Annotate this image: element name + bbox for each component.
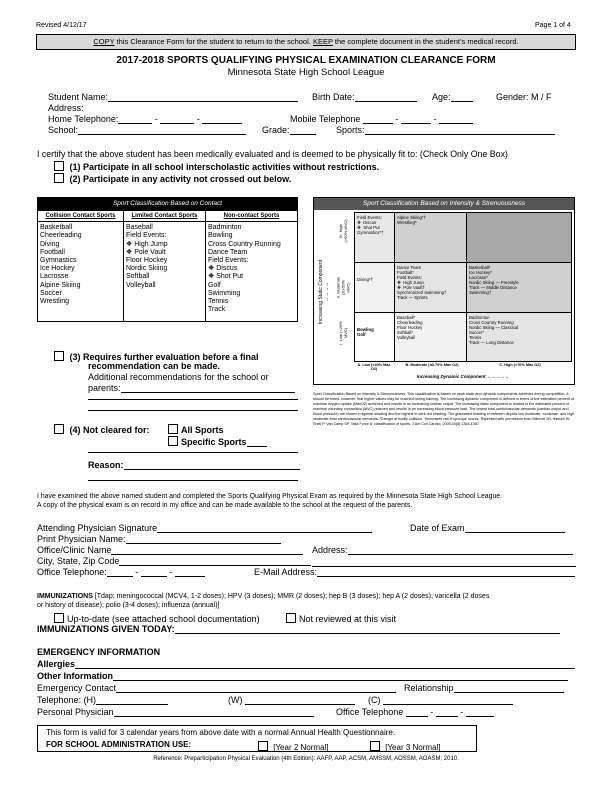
list-item: Swimming xyxy=(208,289,241,297)
cell-IC: Badminton Cross Country Running Nordic Skiing — Classical Soccer* Tennis Track — Long Distance xyxy=(467,313,571,361)
telephone-c-field[interactable] xyxy=(383,696,513,705)
relationship-field[interactable] xyxy=(454,684,564,693)
form-subtitle: Minnesota State High School League xyxy=(227,67,385,78)
list-item: Cheerleading xyxy=(40,232,82,240)
city-field[interactable] xyxy=(119,557,311,566)
personal-phone-line[interactable] xyxy=(466,708,494,717)
office-phone-prefix[interactable] xyxy=(141,568,167,577)
list-item: Basketball xyxy=(40,224,73,232)
list-item: Softball xyxy=(126,273,150,281)
list-item: Soccer xyxy=(40,289,62,297)
option-2-checkbox[interactable] xyxy=(54,173,64,183)
option-3-label: (3) Requires further evaluation before a final xyxy=(69,352,259,362)
validity-box xyxy=(37,725,477,752)
reference-text: Reference: Preparticipation Physical Evaluation (4th Edition): AAFP, AAP, ACSM, AMSSM, AOSSM, AOASM; 2010. xyxy=(153,756,459,762)
validity-text: This form is valid for 3 calendar years from above date with a normal Annual Health Questionnaire. xyxy=(46,728,396,737)
sports-label: Sports: xyxy=(336,125,365,135)
student-name-field[interactable] xyxy=(108,93,298,102)
list-item: Badminton xyxy=(208,224,242,232)
exam-date-label: Date of Exam xyxy=(410,523,465,533)
year-2-label: [Year 2 Normal] xyxy=(273,743,329,752)
cell-IIIB: Alpine Skiing*† Wrestling* xyxy=(395,213,467,263)
list-item: Nordic Skiing xyxy=(126,265,168,273)
collision-column xyxy=(38,222,124,322)
banner-keep: KEEP xyxy=(312,37,333,46)
list-item: Diving xyxy=(40,240,60,248)
address-label: Address: xyxy=(48,103,84,113)
header-collision: Collision Contact Sports xyxy=(38,211,124,222)
y-axis-label: Increasing Static Component →→→→ xyxy=(318,259,330,325)
reason-field-2[interactable] xyxy=(88,480,298,481)
physician-address-field-2[interactable] xyxy=(312,566,576,567)
email-field[interactable] xyxy=(317,568,575,577)
other-info-label: Other Information xyxy=(37,671,113,681)
recommendations-field-2[interactable] xyxy=(88,399,298,400)
cell-IIB: Dance Team Football* Field Events: ❖ High Jump ❖ Pole Vault† Synchronized Swimming† Track — Sprints xyxy=(395,263,467,313)
cell-IIIA: Field Events: ❖ Discus ❖ Shot Put Gymnastics*† xyxy=(355,213,395,263)
age-field[interactable] xyxy=(451,93,473,102)
specific-sports-field[interactable] xyxy=(247,438,267,447)
not-reviewed-label: Not reviewed at this visit xyxy=(299,614,397,624)
noncontact-column xyxy=(206,222,298,322)
header-limited: Limited Contact Sports xyxy=(124,211,206,222)
limited-column xyxy=(124,222,206,322)
intensity-grid xyxy=(354,212,572,362)
option-4-checkbox[interactable] xyxy=(54,424,64,434)
list-item: Field Events: xyxy=(208,257,249,265)
not-reviewed-checkbox[interactable] xyxy=(286,613,296,623)
reason-label: Reason: xyxy=(88,460,124,470)
x-axis-label: Increasing Dynamic Component →→→→→ xyxy=(416,374,510,379)
list-item: Track xyxy=(208,306,226,314)
header-noncontact: Non-contact Sports xyxy=(206,211,298,222)
specific-sports-checkbox[interactable] xyxy=(168,436,178,446)
option-3-parents: parents: xyxy=(88,383,121,393)
office-name-label: Office/Clinic Name xyxy=(37,545,112,555)
list-item: ❖ High Jump xyxy=(126,240,168,248)
list-item: Tennis xyxy=(208,298,229,306)
physician-signature-label: Attending Physician Signature xyxy=(37,523,158,533)
emergency-contact-field[interactable] xyxy=(116,684,396,693)
banner-copy: COPY xyxy=(93,37,115,46)
birth-date-field[interactable] xyxy=(355,93,417,102)
mobile-phone-prefix[interactable] xyxy=(401,115,431,124)
list-item: Floor Hockey xyxy=(126,257,168,265)
immunizations-text-2: or history of disease); polio (3-4 doses); influenza (annual)] xyxy=(37,602,220,609)
emergency-contact-label: Emergency Contact xyxy=(37,683,117,693)
cell-IB: Baseball* Cheerleading Floor Hockey Softball* Volleyball xyxy=(395,313,467,361)
form-title: 2017-2018 SPORTS QUALIFYING PHYSICAL EXAMINATION CLEARANCE FORM xyxy=(116,55,496,66)
mobile-phone-line[interactable] xyxy=(439,115,473,124)
contact-classification-table xyxy=(37,197,298,322)
personal-physician-label: Personal Physician xyxy=(37,707,114,717)
immunizations-given-label: IMMUNIZATIONS GIVEN TODAY: xyxy=(37,624,175,634)
list-item: Baseball xyxy=(126,224,153,232)
birth-date-label: Birth Date: xyxy=(312,92,355,102)
row-label-high: III. High (>50% MVC) xyxy=(338,219,348,243)
option-1-checkbox[interactable] xyxy=(54,161,64,171)
mobile-phone-label: Mobile Telephone xyxy=(290,114,361,124)
list-item: Lacrosse xyxy=(40,273,69,281)
home-phone-line[interactable] xyxy=(202,115,242,124)
banner-end: the complete document in the student’s medical record. xyxy=(332,37,519,46)
relationship-label: Relationship xyxy=(404,683,454,693)
emergency-title: EMERGENCY INFORMATION xyxy=(37,647,161,657)
address-label-physician: Address: xyxy=(312,545,348,555)
list-item: ❖ Pole Vault xyxy=(126,248,166,256)
other-info-field[interactable] xyxy=(113,672,568,681)
uptodate-label: Up-to-date (see attached school documentation) xyxy=(67,614,260,624)
gender-label[interactable]: Gender: M / F xyxy=(496,92,552,102)
print-name-label: Print Physician Name: xyxy=(37,534,126,544)
revised-date: Revised 4/12/17 xyxy=(36,22,87,29)
specific-sports-field-2[interactable] xyxy=(88,452,298,453)
contact-table-title: Sport Classification Based on Contact xyxy=(38,198,298,211)
exam-statement-1: I have examined the above named student and completed the Sports Qualifying Physical Exam as required by the Minnesota State High School League. xyxy=(37,493,503,500)
intensity-note: Sport Classification Based on Intensity & Strenuousness: This classification is based on peak static and dynamic components achieved during competition. It should be noted, however, that higher values may be reached during training. The increasing dynamic component is defined in terms of the estimated percent of maximal oxygen uptake (MaxO2) achieved and results in an increasing cardiac output. The increasing static component is related to the estimated percent of maximal voluntary contraction (MVC) reached and results in an increasing blood pressure load. The lowest total cardiovascular demands (cardiac output and blood pressure) are shown in lightest shading and the highest in dark red shading. The graduated shading in between depicts low moderate, moderate, and high moderate total cardiovascular demands. *Danger of bodily collision. †Increased risk if syncope occurs. Reprinted with permission from Mitchell JH, Haskell W, Snell P, Van Camp SP. Task Force 8: classification of sports. J Am Coll Cardiol. 2005;45(8):1364-1367. xyxy=(313,392,575,426)
list-item: Cross Country Running xyxy=(208,240,281,248)
telephone-w-label: (W) xyxy=(228,695,243,705)
list-item: Dance Team xyxy=(208,248,248,256)
banner-mid: this Clearance Form for the student to return to the school. xyxy=(114,37,313,46)
home-phone-label: Home Telephone: xyxy=(48,114,119,124)
student-name-label: Student Name: xyxy=(48,92,109,102)
all-sports-checkbox[interactable] xyxy=(168,424,178,434)
age-label: Age: xyxy=(432,92,451,102)
home-phone-area[interactable] xyxy=(118,115,152,124)
list-item: Bowling xyxy=(208,232,233,240)
office-telephone-label: Office Telephone xyxy=(336,707,404,717)
cell-IA: Bowling Golf xyxy=(355,313,395,361)
option-3-additional: Additional recommendations for the school or xyxy=(88,372,269,382)
immunizations-text-1: [Tdap; meningococcal (MCV4, 1-2 doses); HPV (3 doses); MMR (2 doses); hep B (3 doses); hep A (2 doses); varicella (2 doses xyxy=(92,593,490,600)
list-item: Football xyxy=(40,248,65,256)
option-3-checkbox[interactable] xyxy=(54,351,64,361)
list-item: Volleyball xyxy=(126,281,156,289)
school-label: School: xyxy=(48,125,79,135)
list-item: Field Events: xyxy=(126,232,167,240)
intensity-classification-chart xyxy=(313,197,575,385)
page-number: Page 1 of 4 xyxy=(535,22,571,29)
print-name-field[interactable] xyxy=(126,535,281,544)
uptodate-checkbox[interactable] xyxy=(54,613,64,623)
recommendations-field-1[interactable] xyxy=(121,384,295,393)
telephone-h-label: Telephone: (H) xyxy=(37,695,97,705)
option-2-label: (2) Participate in any activity not crossed out below. xyxy=(69,174,292,184)
list-item: ❖ Discus xyxy=(208,265,238,273)
reason-field-1[interactable] xyxy=(124,461,300,470)
immunizations-given-field[interactable] xyxy=(175,625,560,634)
mobile-phone-area[interactable] xyxy=(363,115,393,124)
office-phone-line[interactable] xyxy=(175,568,205,577)
list-item: Ice Hockey xyxy=(40,265,75,273)
cell-IIC: Basketball* Ice Hockey* Lacrosse* Nordic Skiing — Freestyle Track — Middle Distance Swimming† xyxy=(467,263,571,313)
immunizations-label: IMMUNIZATIONS xyxy=(37,593,93,600)
col-label-high: C. High (>70% Max O2) xyxy=(499,363,541,367)
office-phone-label: Office Telephone: xyxy=(37,567,107,577)
row-label-moderate: II. Moderate (20-50% MVC) xyxy=(335,276,351,299)
cell-IIIC xyxy=(467,213,571,263)
personal-phone-prefix[interactable] xyxy=(436,708,458,717)
city-label: City, State, Zip Code xyxy=(37,556,120,566)
year-3-label: [Year 3 Normal] xyxy=(385,743,441,752)
grade-field[interactable] xyxy=(290,126,316,135)
option-3-label-cont: recommendation can be made. xyxy=(88,361,221,371)
physician-signature-field[interactable] xyxy=(157,524,372,533)
year-3-checkbox[interactable] xyxy=(370,741,380,751)
list-item: Gymnastics xyxy=(40,257,77,265)
all-sports-label: All Sports xyxy=(181,425,224,435)
intensity-chart-title: Sport Classification Based on Intensity & Strenuousness xyxy=(314,198,574,210)
year-2-checkbox[interactable] xyxy=(258,741,268,751)
list-item: Alpine Skiing xyxy=(40,281,81,289)
col-label-low: A. Low (<40% Max O2) xyxy=(357,363,391,371)
admin-label: FOR SCHOOL ADMINISTRATION USE: xyxy=(46,740,192,749)
exam-statement-2: A copy of the physical exam is on record in my office and can be made available to the school at the request of the parents. xyxy=(37,502,413,509)
exam-date-field[interactable] xyxy=(465,524,565,533)
personal-physician-field[interactable] xyxy=(114,708,314,717)
certify-text: I certify that the above student has been medically evaluated and is deemed to be physically fit to: (Check Only One Box) xyxy=(37,149,508,159)
home-phone-prefix[interactable] xyxy=(160,115,194,124)
allergies-label: Allergies xyxy=(37,659,76,669)
list-item: ❖ Shot Put xyxy=(208,273,244,281)
personal-phone-area[interactable] xyxy=(406,708,428,717)
list-item: Golf xyxy=(208,281,221,289)
office-name-field[interactable] xyxy=(111,546,303,555)
option-1-label: (1) Participate in all school interscholastic activities without restrictions. xyxy=(69,162,380,172)
specific-sports-label: Specific Sports xyxy=(181,437,247,447)
row-label-low: I. Low (<20% MVC) xyxy=(338,321,348,345)
physician-address-field[interactable] xyxy=(348,546,573,555)
email-label: E-Mail Address: xyxy=(254,567,318,577)
list-item: Wrestling xyxy=(40,298,70,306)
office-phone-area[interactable] xyxy=(107,568,133,577)
col-label-moderate: B. Moderate (40-70% Max O2) xyxy=(405,363,459,367)
option-4-label: (4) Not cleared for: xyxy=(69,425,150,435)
cell-IIA: Diving*† xyxy=(355,263,395,313)
copy-banner xyxy=(36,34,576,50)
recommendations-field-3[interactable] xyxy=(88,410,298,411)
telephone-c-label: (C) xyxy=(368,695,381,705)
telephone-w-field[interactable] xyxy=(245,696,355,705)
grade-label: Grade: xyxy=(262,125,290,135)
allergies-field[interactable] xyxy=(75,660,575,669)
sports-field[interactable] xyxy=(365,126,555,135)
school-field[interactable] xyxy=(78,126,246,135)
telephone-h-field[interactable] xyxy=(96,696,168,705)
